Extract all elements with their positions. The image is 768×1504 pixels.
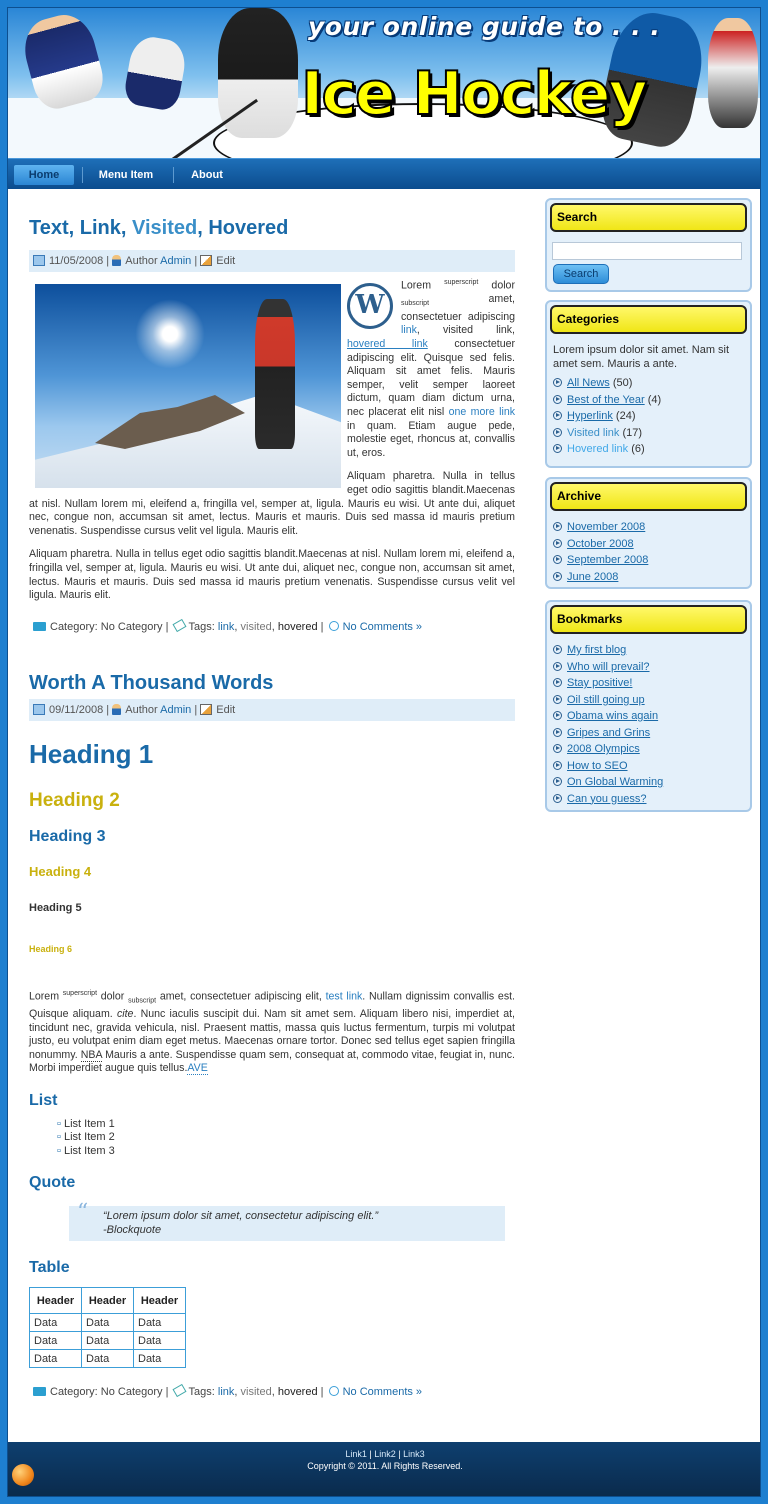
post-footer: Category: No Category | Tags: link, visited, hovered | No Comments » — [29, 617, 515, 637]
category-count: (17) — [622, 426, 643, 439]
heading-6: Heading 6 — [29, 943, 73, 954]
table-cell: Data — [82, 1332, 134, 1350]
category-link[interactable]: Best of the Year — [567, 393, 645, 406]
bullet-arrow-icon — [553, 411, 562, 420]
bookmark-item — [553, 774, 745, 791]
quote-attribution: -Blockquote — [103, 1223, 162, 1236]
post-meta: 09/11/2008 | Author Admin | Edit — [29, 699, 515, 721]
table-cell: Data — [30, 1332, 82, 1350]
footer-separator: | — [395, 1449, 404, 1459]
folder-icon — [33, 622, 46, 631]
table-header-row — [30, 1288, 186, 1314]
climber-figure — [255, 299, 295, 449]
bookmark-item — [553, 791, 745, 808]
bookmark-item — [553, 692, 745, 709]
archive-link[interactable]: October 2008 — [567, 537, 634, 550]
table-cell: Data — [30, 1350, 82, 1368]
bookmark-link[interactable]: Can you guess? — [567, 792, 647, 805]
copyright: Copyright © 2011. All Rights Reserved. — [307, 1461, 463, 1471]
bullet-arrow-icon — [553, 777, 562, 786]
tags-label: Tags: — [188, 620, 215, 633]
category-link[interactable]: No Category — [100, 1386, 163, 1399]
text-segment: . Nullam dignissim convallis est. Quisque aliquam. — [29, 990, 515, 1020]
bookmark-item — [553, 741, 745, 758]
widget-title: Search — [550, 203, 747, 232]
category-link[interactable]: No Category — [100, 620, 163, 633]
comments-link[interactable]: No Comments » — [342, 1386, 423, 1399]
bullet-list — [29, 1118, 515, 1159]
bullet-arrow-icon — [553, 728, 562, 737]
nav-separator — [173, 167, 174, 183]
text-dolor: dolor — [100, 990, 125, 1003]
bookmark-link[interactable]: Obama wins again — [567, 710, 659, 722]
nav-item-about[interactable]: About — [191, 169, 223, 181]
tag-hovered[interactable]: hovered — [277, 620, 318, 633]
post-title — [29, 214, 515, 242]
list-item: ▫ List Item 3 — [57, 1145, 515, 1159]
bullet-arrow-icon — [553, 794, 562, 803]
title-comma: , — [120, 217, 133, 239]
footer-link[interactable]: Link1 — [345, 1449, 367, 1459]
tag-hovered[interactable]: hovered — [277, 1386, 318, 1399]
test-link[interactable]: test link — [325, 990, 363, 1003]
search-input[interactable] — [552, 242, 742, 260]
tag-visited[interactable]: visited — [240, 1386, 272, 1399]
archive-link[interactable]: June 2008 — [567, 570, 619, 583]
nav-item-menu-item[interactable]: Menu Item — [98, 169, 154, 181]
tag-icon — [172, 619, 186, 632]
author-link[interactable]: Admin — [160, 703, 192, 716]
post-title-hovered[interactable]: Hovered — [208, 217, 289, 239]
table-header: Header — [134, 1288, 186, 1314]
bullet-arrow-icon — [553, 678, 562, 687]
bookmark-item — [553, 675, 745, 692]
category-link-hovered[interactable]: Hovered link — [567, 443, 629, 455]
archive-widget — [545, 477, 752, 589]
bookmark-link[interactable]: Oil still going up — [567, 693, 645, 706]
categories-description: Lorem ipsum dolor sit amet. Nam sit amet sem. Mauris a ante. — [553, 344, 730, 370]
category-count: (4) — [647, 393, 662, 406]
category-item — [553, 425, 745, 442]
subscript-text: subscript — [128, 997, 157, 1005]
post-meta: 11/05/2008 | Author Admin | Edit — [29, 250, 515, 272]
comments-link[interactable]: No Comments » — [342, 620, 423, 633]
text-segment: amet, consectetuer adipiscing elit, — [159, 990, 322, 1003]
table-header: Header — [30, 1288, 82, 1314]
category-list — [547, 375, 750, 458]
user-icon — [112, 255, 121, 266]
bullet-arrow-icon — [553, 522, 562, 531]
bookmark-link[interactable]: 2008 Olympics — [567, 743, 640, 755]
widget-title: Bookmarks — [550, 605, 747, 634]
text-segment: Mauris a ante. Suspendisse quam sem, consequat at, commodo vitae, feugiat in, nunc. Morbi imperdiet augue quis tellus. — [29, 1048, 516, 1075]
tag-visited[interactable]: visited — [240, 620, 272, 633]
data-table — [29, 1287, 186, 1368]
bullet-arrow-icon — [553, 744, 562, 753]
abbr-nba: NBA — [80, 1048, 102, 1061]
list-item: ▫ List Item 1 — [57, 1118, 515, 1132]
text-lorem: Lorem — [29, 990, 60, 1003]
post-body — [29, 276, 515, 603]
post-title-text[interactable]: Text — [29, 217, 69, 239]
hovered-link[interactable]: hovered link — [347, 338, 428, 351]
nav-separator — [82, 167, 83, 183]
category-item — [553, 441, 745, 458]
user-icon — [112, 704, 121, 715]
list-item: ▫ List Item 2 — [57, 1131, 515, 1145]
blockquote — [69, 1200, 505, 1241]
table-cell: Data — [30, 1314, 82, 1332]
bookmark-list — [547, 637, 750, 807]
folder-icon — [33, 1387, 46, 1396]
nav-item-home[interactable]: Home — [14, 165, 74, 185]
bookmark-item — [553, 758, 745, 775]
bookmark-link[interactable]: My first blog — [567, 644, 627, 656]
table-heading: Table — [29, 1259, 70, 1277]
bookmark-item — [553, 659, 745, 676]
edit-icon — [200, 704, 212, 715]
bookmark-link[interactable]: Who will prevail? — [567, 660, 650, 673]
bullet-arrow-icon — [553, 695, 562, 704]
post-date: 09/11/2008 — [49, 703, 104, 716]
tag-icon — [172, 1384, 186, 1397]
bullet-arrow-icon — [553, 378, 562, 387]
wordpress-logo: W — [347, 283, 393, 329]
archive-item — [553, 552, 745, 569]
mountaineer-photo — [35, 284, 341, 488]
sun-glare — [135, 299, 205, 369]
text-segment: in quam. Etiam augue pede, molestie eget, rhoncus at, convallis ut, eros. — [347, 419, 515, 459]
category-link[interactable]: Hyperlink — [567, 410, 613, 422]
site-tagline: your online guide to . . . — [308, 12, 661, 41]
text-segment: , visited link, — [416, 324, 515, 337]
bookmark-item — [553, 708, 745, 725]
quote-icon: “ — [77, 1200, 89, 1226]
author-link[interactable]: Admin — [160, 255, 192, 267]
post-date: 11/05/2008 — [49, 255, 104, 267]
heading-3: Heading 3 — [29, 827, 106, 845]
bookmark-link[interactable]: How to SEO — [567, 759, 628, 772]
category-label: Category: — [50, 1386, 98, 1399]
list-heading: List — [29, 1091, 58, 1109]
category-count: (6) — [631, 443, 645, 455]
title-comma: , — [68, 217, 80, 239]
edit-icon — [200, 255, 212, 266]
superscript-text: superscript — [444, 279, 479, 286]
heading-4: Heading 4 — [29, 863, 92, 879]
cite-text: cite — [116, 1007, 134, 1020]
superscript-text: superscript — [62, 989, 98, 997]
category-label: Category: — [50, 620, 98, 633]
comment-icon — [329, 1386, 339, 1396]
bookmark-item — [553, 642, 745, 659]
post-paragraph: Aliquam pharetra. Nulla in tellus eget odio sagittis blandit.Maecenas at nisl. Nullam lorem mi, eleifend a, fringilla vel, semper at, ligula. Mauris eu wisi. Ut ante dui, aliquet nec, congue non, accumsan sit amet, lectus. Mauris et mauris. Duis sed massa id mauris pretium venenatis. Suspendisse cursus velit vel ligula. Mauris elit. — [29, 548, 515, 602]
footer-separator: | — [366, 1449, 375, 1459]
footer-link[interactable]: Link3 — [403, 1449, 425, 1459]
bookmark-link[interactable]: On Global Warming — [567, 776, 664, 788]
tag-link[interactable]: link — [217, 1386, 235, 1399]
bookmark-link[interactable]: Stay positive! — [567, 677, 633, 689]
tag-link[interactable]: link — [217, 620, 235, 633]
widget-title: Archive — [550, 482, 747, 511]
search-button[interactable]: Search — [553, 264, 609, 284]
bullet-arrow-icon — [553, 444, 562, 453]
heading-2: Heading 2 — [29, 789, 120, 811]
text-segment: amet, consectetuer adipiscing — [401, 293, 515, 323]
table-cell: Data — [134, 1314, 186, 1332]
bullet-arrow-icon — [553, 662, 562, 671]
category-count: (50) — [612, 377, 633, 389]
page — [7, 7, 761, 1497]
categories-widget — [545, 300, 752, 468]
table-header: Header — [82, 1288, 134, 1314]
edit-link[interactable]: Edit — [216, 255, 236, 267]
archive-item — [553, 536, 745, 553]
archive-link[interactable]: September 2008 — [567, 554, 649, 566]
category-count: (24) — [615, 410, 636, 422]
author-label: Author — [125, 703, 158, 716]
bookmark-link[interactable]: Gripes and Grins — [567, 726, 651, 739]
category-item — [553, 392, 745, 409]
subscript-text: subscript — [401, 300, 430, 308]
table-row — [30, 1332, 186, 1350]
bullet-arrow-icon — [553, 645, 562, 654]
footer-links — [8, 1442, 761, 1459]
category-link-visited[interactable]: Visited link — [567, 426, 620, 439]
bullet-arrow-icon — [553, 428, 562, 437]
footer-link[interactable]: Link2 — [374, 1449, 396, 1459]
header-banner — [8, 8, 761, 158]
inline-link[interactable]: link — [401, 324, 417, 337]
heading-1: Heading 1 — [29, 738, 154, 769]
bullet-arrow-icon — [553, 555, 562, 564]
post-footer: Category: No Category | Tags: link, visited, hovered | No Comments » — [29, 1382, 515, 1402]
text-segment: consectetuer adipiscing elit. Quisque sed felis. Aliquam sit amet felis. Mauris semper, velit semper laoreet dictum, quam diam dictum urna, nec placerat elit nisl — [347, 338, 515, 418]
text-dolor: dolor — [491, 279, 515, 292]
category-item — [553, 375, 745, 392]
table-cell: Data — [134, 1332, 186, 1350]
archive-item — [553, 519, 745, 536]
heading-5: Heading 5 — [29, 901, 82, 914]
archive-list — [547, 514, 750, 585]
widget-title: Categories — [550, 305, 747, 334]
quote-heading: Quote — [29, 1174, 76, 1192]
post-paragraph: Aliquam pharetra. Nulla in tellus eget odio sagittis blandit.Maecenas at nisl. Nullam lorem mi, eleifend a, fringilla vel, semper at, ligula. Mauris eu wisi. Ut ante dui, aliquet nec, congue non, accumsan sit amet, lectus. Mauris et mauris. Duis sed massa id mauris pretium venenatis. Suspendisse cursus velit vel ligula. Mauris elit. — [29, 470, 515, 537]
bullet-arrow-icon — [553, 761, 562, 770]
tags-label: Tags: — [188, 1386, 215, 1399]
bullet-arrow-icon — [553, 395, 562, 404]
calendar-icon — [33, 255, 45, 266]
main-content — [29, 208, 515, 1402]
category-link[interactable]: All News — [567, 377, 610, 389]
archive-item — [553, 569, 745, 586]
hockey-player-image — [708, 18, 758, 128]
text-segment: . Nunc iaculis suscipit dui. Nam sit amet sem. Aliquam libero nisi, imperdiet at, tincidunt nec, gravida vehicula, nisl. Praesent mattis, massa quis luctus fermentum, turpis mi volutpat justo, eu volutpat enim diam eget metus. Maecenas ornare tortor. Donec sed tellus eget sapien fringilla nonummy. — [29, 1007, 515, 1061]
bullet-arrow-icon — [553, 572, 562, 581]
edit-link[interactable]: Edit — [216, 703, 236, 716]
author-label: Author — [125, 255, 158, 267]
comment-icon — [329, 621, 339, 631]
category-item — [553, 408, 745, 425]
site-footer — [8, 1442, 761, 1497]
post-title-link[interactable]: Link — [79, 217, 121, 239]
table-cell: Data — [82, 1314, 134, 1332]
bullet-arrow-icon — [553, 711, 562, 720]
text-lorem: Lorem — [401, 279, 432, 292]
table-cell: Data — [134, 1350, 186, 1368]
post-title[interactable]: Worth A Thousand Words — [29, 671, 274, 694]
bookmarks-widget — [545, 600, 752, 812]
post-title-visited[interactable]: Visited — [132, 217, 198, 239]
bullet-arrow-icon — [553, 539, 562, 548]
abbr-ave: AVE — [187, 1062, 208, 1075]
title-comma: , — [197, 217, 209, 239]
archive-link[interactable]: November 2008 — [567, 521, 646, 533]
calendar-icon — [33, 704, 45, 715]
quote-text: “Lorem ipsum dolor sit amet, consectetur adipiscing elit.” — [103, 1210, 379, 1223]
rss-icon[interactable] — [12, 1464, 34, 1486]
search-widget — [545, 198, 752, 292]
bookmark-item — [553, 725, 745, 742]
main-nav — [8, 158, 761, 189]
table-cell: Data — [82, 1350, 134, 1368]
table-row — [30, 1314, 186, 1332]
more-link[interactable]: one more link — [448, 405, 515, 418]
site-logo[interactable]: Ice Hockey — [301, 59, 646, 129]
post-paragraph — [29, 987, 515, 1076]
table-row — [30, 1350, 186, 1368]
